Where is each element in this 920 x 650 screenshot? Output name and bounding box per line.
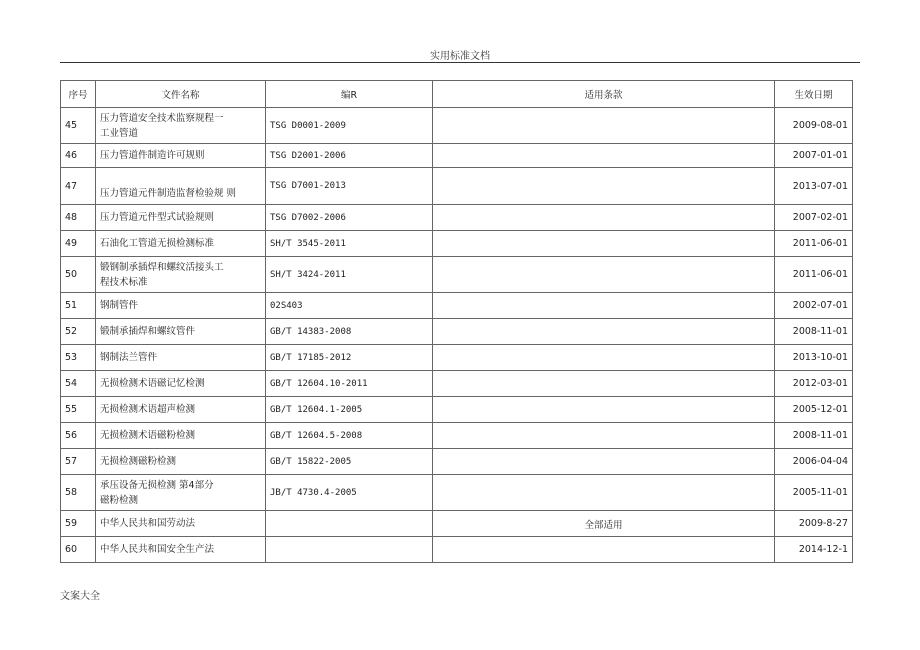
document-code [266,537,433,563]
applicable-clauses [433,371,775,397]
applicable-clauses [433,475,775,511]
applicable-clauses: 全部适用 [433,511,775,537]
table-row [61,231,853,257]
document-name-line: 程技术标准 [100,276,148,288]
effective-date: 2012-03-01 [775,371,853,397]
row-number: 47 [61,168,96,205]
document-code: TSG D7001-2013 [266,168,433,205]
document-name-line: 磁粉检测 [100,494,139,506]
table-row [61,257,853,293]
row-number: 55 [61,397,96,423]
document-name [96,475,266,511]
row-number: 56 [61,423,96,449]
row-number: 58 [61,475,96,511]
row-number: 49 [61,231,96,257]
document-code: GB/T 12604.5-2008 [266,423,433,449]
document-code: GB/T 12604.10-2011 [266,371,433,397]
document-code: GB/T 12604.1-2005 [266,397,433,423]
effective-date: 2008-11-01 [775,319,853,345]
document-code: TSG D2001-2006 [266,144,433,168]
document-code: JB/T 4730.4-2005 [266,475,433,511]
row-number: 48 [61,205,96,231]
document-name: 锻制承插焊和螺纹管件 [96,319,266,345]
document-name [96,108,266,144]
document-code [266,511,433,537]
document-name: 压力管道元件型式试验规则 [96,205,266,231]
row-number: 60 [61,537,96,563]
document-name: 压力管道件制造许可规则 [96,144,266,168]
table-row [61,319,853,345]
table-row [61,397,853,423]
document-code: SH/T 3545-2011 [266,231,433,257]
effective-date: 2002-07-01 [775,293,853,319]
applicable-clauses [433,144,775,168]
effective-date: 2006-04-04 [775,449,853,475]
document-name: 石油化工管道无损检测标准 [96,231,266,257]
row-number: 59 [61,511,96,537]
effective-date: 2014-12-1 [775,537,853,563]
table-row [61,293,853,319]
document-code: 02S403 [266,293,433,319]
applicable-clauses [433,319,775,345]
column-header-document-name: 文件名称 [96,81,266,108]
column-header-effective-date: 生效日期 [775,81,853,108]
row-number: 46 [61,144,96,168]
applicable-clauses [433,423,775,449]
effective-date: 2011-06-01 [775,231,853,257]
row-number: 45 [61,108,96,144]
document-code: GB/T 17185-2012 [266,345,433,371]
document-name: 无损检测术语超声检测 [96,397,266,423]
document-name-line: 承压设备无损检测 第4部分 [100,479,214,491]
applicable-clauses [433,293,775,319]
column-header-code: 编R [266,81,433,108]
document-name-line: 压力管道元件制造监督检验规 则 [100,187,237,199]
document-name-line: 锻钢制承插焊和螺纹活接头工 [100,261,224,273]
effective-date: 2011-06-01 [775,257,853,293]
applicable-clauses [433,537,775,563]
applicable-clauses [433,449,775,475]
effective-date: 2005-12-01 [775,397,853,423]
effective-date: 2008-11-01 [775,423,853,449]
document-name: 钢制管件 [96,293,266,319]
page-footer-text: 文案大全 [60,591,100,602]
document-name [96,257,266,293]
effective-date: 2007-01-01 [775,144,853,168]
row-number: 52 [61,319,96,345]
table-row [61,423,853,449]
effective-date: 2013-07-01 [775,168,853,205]
document-name: 无损检测术语磁记忆检测 [96,371,266,397]
applicable-clauses [433,108,775,144]
table-row [61,205,853,231]
row-number: 57 [61,449,96,475]
table-row [61,108,853,144]
table-row [61,537,853,563]
applicable-clauses [433,397,775,423]
document-code: GB/T 14383-2008 [266,319,433,345]
table-header-row [61,81,853,108]
effective-date: 2007-02-01 [775,205,853,231]
document-name: 中华人民共和国安全生产法 [96,537,266,563]
applicable-clauses [433,345,775,371]
standards-table [60,80,853,563]
document-name: 中华人民共和国劳动法 [96,511,266,537]
table-row [61,475,853,511]
document-code: GB/T 15822-2005 [266,449,433,475]
applicable-clauses [433,257,775,293]
document-name: 无损检测磁粉检测 [96,449,266,475]
document-code: TSG D0001-2009 [266,108,433,144]
document-name: 钢制法兰管件 [96,345,266,371]
row-number: 50 [61,257,96,293]
effective-date: 2013-10-01 [775,345,853,371]
effective-date: 2009-8-27 [775,511,853,537]
effective-date: 2005-11-01 [775,475,853,511]
table-row [61,511,853,537]
column-header-applicable-clauses: 适用条款 [433,81,775,108]
header-divider [60,62,860,63]
row-number: 51 [61,293,96,319]
table-row [61,449,853,475]
applicable-clauses [433,231,775,257]
document-name-line: 工业管道 [100,127,139,139]
row-number: 53 [61,345,96,371]
page-header-title: 实用标准文档 [430,51,490,62]
table-row [61,144,853,168]
document-name-line: 压力管道安全技术监察规程一 [100,112,224,124]
effective-date: 2009-08-01 [775,108,853,144]
row-number: 54 [61,371,96,397]
document-code: TSG D7002-2006 [266,205,433,231]
table-row [61,168,853,205]
document-name [96,168,266,205]
table-row [61,371,853,397]
table-row [61,345,853,371]
applicable-clauses [433,205,775,231]
document-name: 无损检测术语磁粉检测 [96,423,266,449]
applicable-clauses [433,168,775,205]
document-code: SH/T 3424-2011 [266,257,433,293]
column-header-number: 序号 [61,81,96,108]
